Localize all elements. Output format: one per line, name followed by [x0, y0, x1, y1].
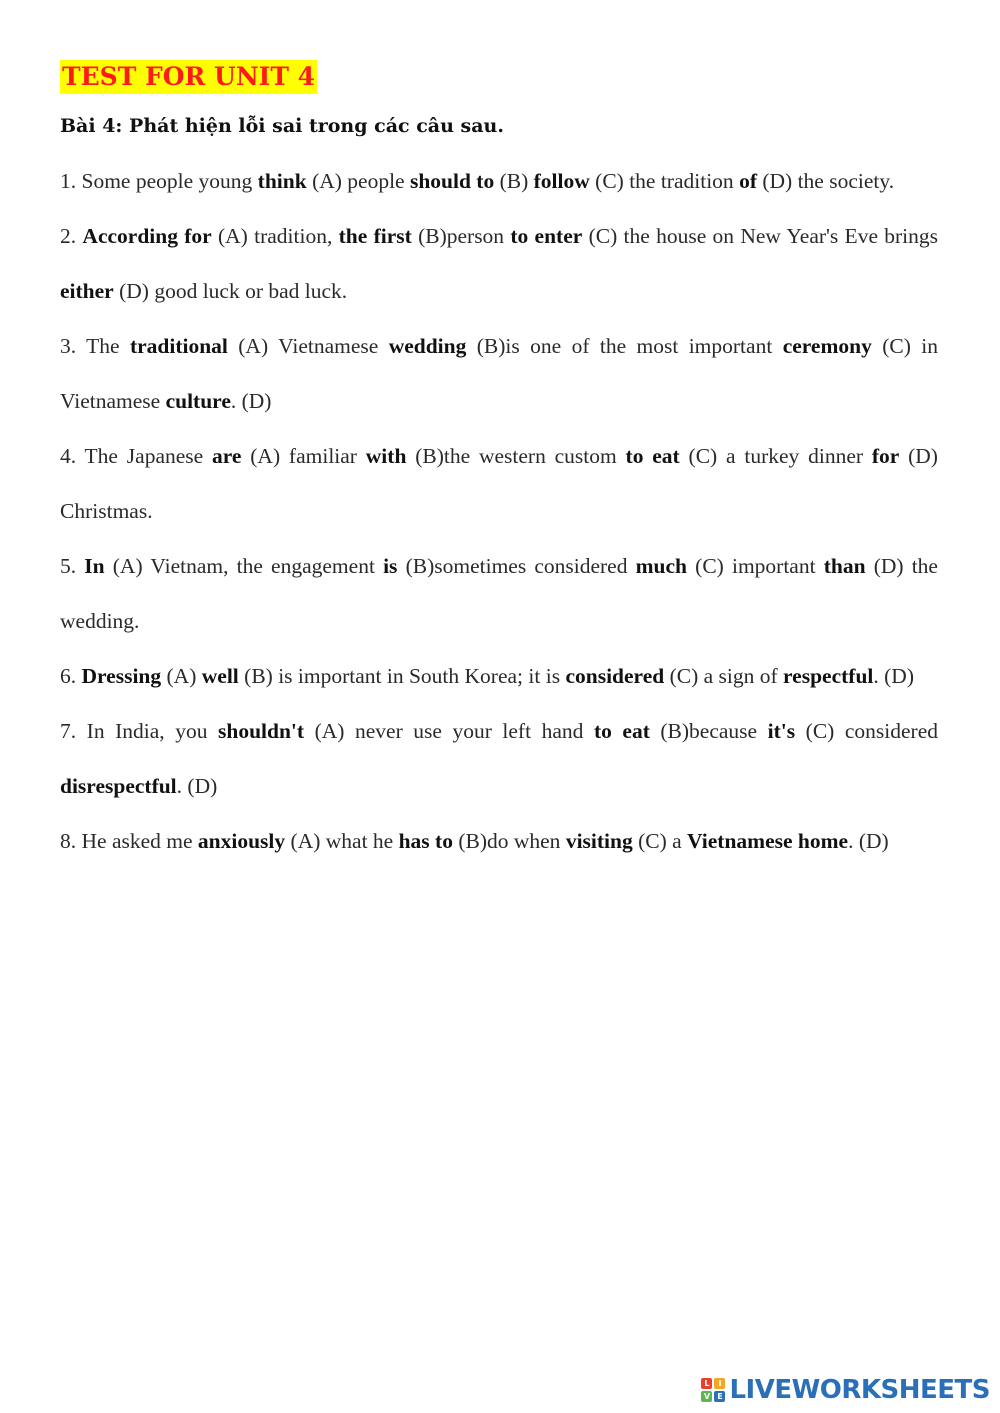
- question-text: (D) good luck or bad luck.: [113, 279, 348, 303]
- question-text: . (D): [176, 774, 218, 798]
- highlighted-phrase: Dressing: [81, 664, 162, 688]
- question-text: (C) considered: [795, 719, 938, 743]
- question-text: (C) in Vietnamese: [60, 334, 938, 413]
- highlighted-phrase: should to: [409, 169, 495, 193]
- question-text: (C) a sign of: [664, 664, 784, 688]
- highlighted-phrase: anxiously: [197, 829, 286, 853]
- question-7: [60, 704, 938, 814]
- highlighted-phrase: In: [84, 554, 105, 578]
- question-text: (B)person: [411, 224, 511, 248]
- question-6: [60, 649, 938, 704]
- question-text: (A) never use your left hand: [304, 719, 594, 743]
- question-text: (B): [494, 169, 534, 193]
- question-text: (C) the house on New Year's Eve brings: [582, 224, 939, 248]
- question-text: (B)is one of the most important: [466, 334, 783, 358]
- highlighted-phrase: wedding: [388, 334, 467, 358]
- highlighted-phrase: the first: [338, 224, 412, 248]
- question-text: (D) the wedding.: [60, 554, 938, 633]
- question-text: (C) a: [632, 829, 688, 853]
- highlighted-phrase: shouldn't: [218, 719, 305, 743]
- question-text: 4. The Japanese: [60, 444, 212, 468]
- question-text: (D) Christmas.: [60, 444, 938, 523]
- logo-tile: E: [714, 1391, 725, 1402]
- highlighted-phrase: either: [60, 279, 114, 303]
- question-text: (B) is important in South Korea; it is: [238, 664, 566, 688]
- highlighted-phrase: culture: [165, 389, 231, 413]
- highlighted-phrase: is: [383, 554, 398, 578]
- question-8: [60, 814, 938, 869]
- logo-tile: I: [714, 1378, 725, 1389]
- highlighted-phrase: think: [257, 169, 307, 193]
- highlighted-phrase: for: [871, 444, 900, 468]
- highlighted-phrase: it's: [767, 719, 796, 743]
- question-text: 2.: [60, 224, 83, 248]
- highlighted-phrase: According for: [82, 224, 212, 248]
- logo-tile: L: [701, 1378, 712, 1389]
- question-text: (B)the western custom: [406, 444, 626, 468]
- question-text: (A) Vietnamese: [227, 334, 389, 358]
- question-text: . (D): [230, 389, 272, 413]
- question-text: . (D): [873, 664, 914, 688]
- question-list: [60, 154, 938, 869]
- highlighted-phrase: Vietnamese home: [687, 829, 849, 853]
- question-text: . (D): [848, 829, 889, 853]
- question-2: [60, 209, 938, 319]
- question-text: (A) Vietnam, the engagement: [104, 554, 384, 578]
- question-text: (A) familiar: [241, 444, 366, 468]
- highlighted-phrase: with: [365, 444, 407, 468]
- question-1: [60, 154, 938, 209]
- question-text: (C) important: [687, 554, 824, 578]
- question-text: (B)sometimes considered: [397, 554, 636, 578]
- highlighted-phrase: ceremony: [782, 334, 872, 358]
- question-4: [60, 429, 938, 539]
- question-text: 6.: [60, 664, 82, 688]
- question-text: (A) tradition,: [211, 224, 339, 248]
- highlighted-phrase: to enter: [510, 224, 583, 248]
- question-text: (A) people: [306, 169, 410, 193]
- question-text: (B)do when: [452, 829, 566, 853]
- highlighted-phrase: visiting: [565, 829, 633, 853]
- highlighted-phrase: respectful: [783, 664, 874, 688]
- highlighted-phrase: considered: [565, 664, 665, 688]
- worksheet-title: TEST FOR UNIT 4: [60, 60, 317, 94]
- question-text: (B)because: [649, 719, 768, 743]
- logo-tile: V: [701, 1391, 712, 1402]
- highlighted-phrase: has to: [398, 829, 453, 853]
- highlighted-phrase: are: [212, 444, 242, 468]
- question-5: [60, 539, 938, 649]
- question-text: (D) the society.: [756, 169, 895, 193]
- highlighted-phrase: well: [201, 664, 239, 688]
- highlighted-phrase: much: [635, 554, 688, 578]
- highlighted-phrase: of: [739, 169, 757, 193]
- highlighted-phrase: than: [823, 554, 866, 578]
- question-text: 5.: [60, 554, 85, 578]
- question-text: (C) the tradition: [589, 169, 740, 193]
- highlighted-phrase: traditional: [129, 334, 228, 358]
- highlighted-phrase: to eat: [625, 444, 680, 468]
- liveworksheets-logo: [701, 1375, 990, 1405]
- question-3: [60, 319, 938, 429]
- question-text: 8. He asked me: [60, 829, 198, 853]
- question-text: (A) what he: [285, 829, 399, 853]
- highlighted-phrase: follow: [533, 169, 590, 193]
- question-text: (A): [161, 664, 202, 688]
- highlighted-phrase: disrespectful: [60, 774, 177, 798]
- liveworksheets-brand-text: LIVEWORKSHEETS: [729, 1375, 990, 1405]
- highlighted-phrase: to eat: [593, 719, 650, 743]
- liveworksheets-logo-icon: [701, 1378, 725, 1402]
- exercise-instruction: Bài 4: Phát hiện lỗi sai trong các câu sau.: [60, 115, 504, 137]
- question-text: 1. Some people young: [60, 169, 258, 193]
- question-text: 7. In India, you: [60, 719, 218, 743]
- question-text: 3. The: [60, 334, 130, 358]
- question-text: (C) a turkey dinner: [679, 444, 872, 468]
